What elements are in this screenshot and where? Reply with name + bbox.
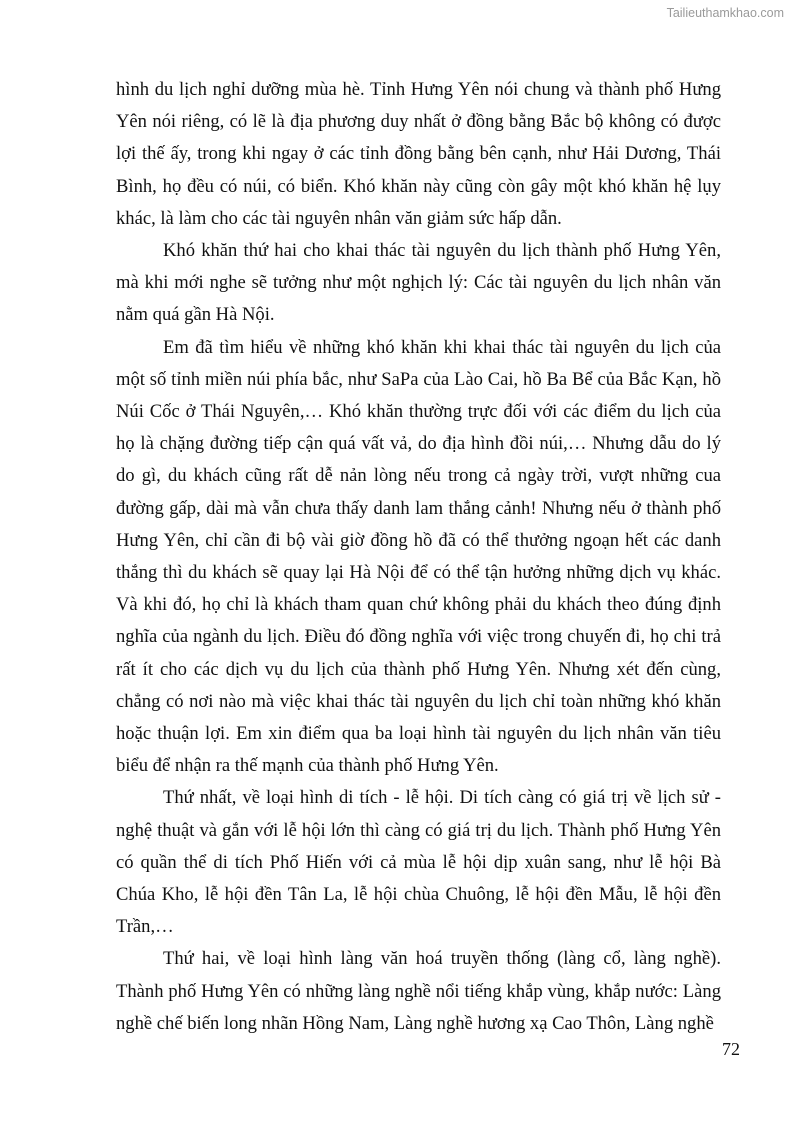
paragraph-relics-festivals: Thứ nhất, về loại hình di tích - lễ hội. Di tích càng có giá trị về lịch sử - nghệ thuật và gắn với lễ hội lớn thì càng có giá trị du lịch. Thành phố Hưng Yên có quần thể di tích Phố Hiến với cả mùa lễ hội dịp xuân sang, như lễ hội Bà Chúa Kho, lễ hội đền Tân La, lễ hội chùa Chuông, lễ hội đền Mẫu, lễ hội đền Trần,…: [116, 787, 721, 938]
paragraph-continued: hình du lịch nghỉ dưỡng mùa hè. Tỉnh Hưng Yên nói chung và thành phố Hưng Yên nói riêng, có lẽ là địa phương duy nhất ở đồng bằng Bắc bộ không có được lợi thế ấy, trong khi ngay ở các tỉnh đồng bằng bên cạnh, như Hải Dương, Thái Bình, họ đều có núi, có biển. Khó khăn này cũng còn gây một khó khăn hệ lụy khác, là làm cho các tài nguyên nhân văn giảm sức hấp dẫn.: [116, 79, 721, 229]
paragraph-craft-villages: Thứ hai, về loại hình làng văn hoá truyền thống (làng cổ, làng nghề). Thành phố Hưng Yên có những làng nghề nổi tiếng khắp vùng, khắp nước: Làng nghề chế biến long nhãn Hồng Nam, Làng nghề hương xạ Cao Thôn, Làng nghề: [116, 948, 721, 1034]
page-number: 72: [722, 1039, 740, 1059]
paragraph-mountain-comparison: Em đã tìm hiểu về những khó khăn khi khai thác tài nguyên du lịch của một số tỉnh miền núi phía bắc, như SaPa của Lào Cai, hồ Ba Bể của Bắc Kạn, hồ Núi Cốc ở Thái Nguyên,… Khó khăn thường trực đối với các điểm du lịch của họ là chặng đường tiếp cận quá vất vả, do địa hình đồi núi,… Nhưng dẫu do lý do gì, du khách cũng rất dễ nản lòng nếu trong cả ngày trời, vượt những cua đường gấp, dài mà vẫn chưa thấy danh lam thắng cảnh! Nhưng nếu ở thành phố Hưng Yên, chỉ cần đi bộ vài giờ đồng hồ đã có thể thưởng ngoạn hết các danh thắng thì du khách sẽ quay lại Hà Nội để có thể tận hưởng những dịch vụ khác. Và khi đó, họ chỉ là khách tham quan chứ không phải du khách theo đúng định nghĩa của ngành du lịch. Điều đó đồng nghĩa với việc trong chuyến đi, họ chi trả rất ít cho các dịch vụ du lịch của thành phố Hưng Yên. Nhưng xét đến cùng, chẳng có nơi nào mà việc khai thác tài nguyên du lịch chỉ toàn những khó khăn hoặc thuận lợi. Em xin điểm qua ba loại hình tài nguyên du lịch nhân văn tiêu biểu để nhận ra thế mạnh của thành phố Hưng Yên.: [116, 336, 721, 777]
page-body: [116, 74, 721, 1040]
watermark: Tailieuthamkhao.com: [666, 6, 784, 20]
paragraph-second-difficulty: Khó khăn thứ hai cho khai thác tài nguyên du lịch thành phố Hưng Yên, mà khi mới nghe sẽ tưởng như một nghịch lý: Các tài nguyên du lịch nhân văn nằm quá gần Hà Nội.: [116, 240, 721, 326]
